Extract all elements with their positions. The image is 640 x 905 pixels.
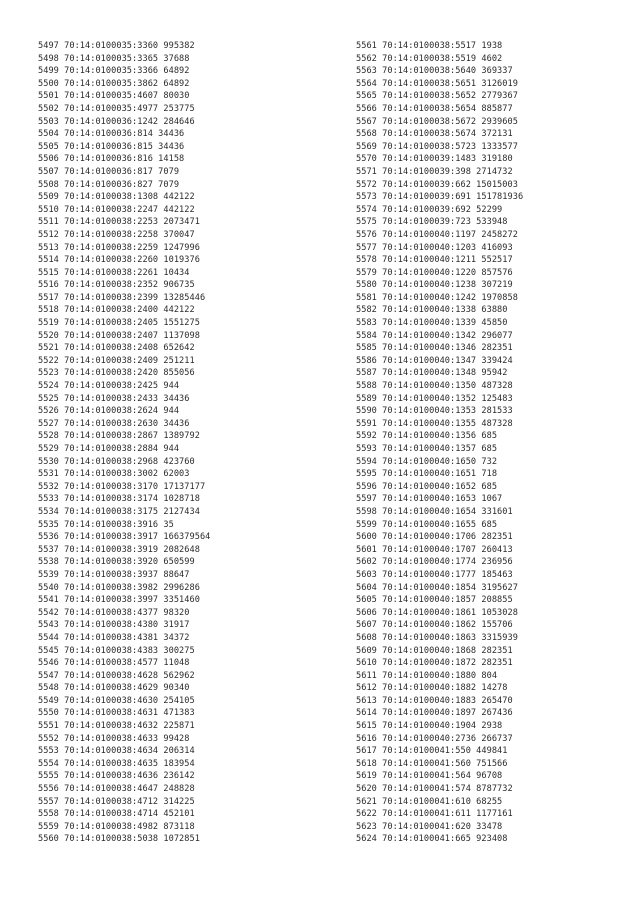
- record-line: 5557 70:14:0100038:4712 314225: [38, 796, 195, 807]
- record-line: 5527 70:14:0100038:2630 34436: [38, 418, 190, 429]
- left-column: [38, 40, 210, 846]
- record-line: 5540 70:14:0100038:3982 2996286: [38, 582, 200, 593]
- record-line: 5611 70:14:0100040:1880 804: [356, 670, 498, 681]
- record-line: 5585 70:14:0100040:1346 282351: [356, 343, 513, 354]
- record-line: 5576 70:14:0100040:1197 2458272: [356, 229, 518, 240]
- record-line: 5607 70:14:0100040:1862 155706: [356, 620, 513, 631]
- record-line: 5516 70:14:0100038:2352 906735: [38, 280, 195, 291]
- record-line: 5568 70:14:0100038:5674 372131: [356, 129, 513, 140]
- record-line: 5514 70:14:0100038:2260 1019376: [38, 255, 200, 266]
- record-line: 5541 70:14:0100038:3997 3351460: [38, 595, 200, 606]
- record-line: 5583 70:14:0100040:1339 45850: [356, 318, 508, 329]
- record-line: 5590 70:14:0100040:1353 281533: [356, 406, 513, 417]
- record-line: 5604 70:14:0100040:1854 3195627: [356, 582, 518, 593]
- record-line: 5560 70:14:0100038:5038 1072851: [38, 834, 200, 845]
- record-line: 5622 70:14:0100041:611 1177161: [356, 809, 513, 820]
- record-line: 5503 70:14:0100036:1242 284646: [38, 116, 195, 127]
- record-line: 5558 70:14:0100038:4714 452101: [38, 809, 195, 820]
- record-line: 5589 70:14:0100040:1352 125483: [356, 393, 513, 404]
- record-line: 5586 70:14:0100040:1347 339424: [356, 355, 513, 366]
- record-line: 5529 70:14:0100038:2884 944: [38, 444, 180, 454]
- record-line: 5597 70:14:0100040:1653 1067: [356, 494, 503, 505]
- record-line: 5592 70:14:0100040:1356 685: [356, 431, 498, 442]
- record-line: 5559 70:14:0100038:4982 873118: [38, 821, 195, 832]
- record-line: 5617 70:14:0100041:550 449841: [356, 746, 508, 757]
- record-line: 5555 70:14:0100038:4636 236142: [38, 771, 195, 782]
- record-line: 5523 70:14:0100038:2420 855056: [38, 368, 195, 379]
- record-line: 5612 70:14:0100040:1882 14278: [356, 683, 508, 694]
- record-line: 5581 70:14:0100040:1242 1970858: [356, 292, 518, 303]
- record-line: 5608 70:14:0100040:1863 3315939: [356, 632, 518, 643]
- record-line: 5615 70:14:0100040:1904 2938: [356, 721, 503, 732]
- record-line: 5498 70:14:0100035:3365 37688: [38, 53, 190, 64]
- record-line: 5550 70:14:0100038:4631 471383: [38, 708, 195, 719]
- record-line: 5534 70:14:0100038:3175 2127434: [38, 506, 200, 517]
- record-line: 5561 70:14:0100038:5517 1938: [356, 41, 503, 51]
- record-line: 5595 70:14:0100040:1651 718: [356, 469, 498, 480]
- record-line: 5500 70:14:0100035:3862 64892: [38, 78, 190, 89]
- record-line: 5603 70:14:0100040:1777 185463: [356, 569, 513, 580]
- record-line: 5530 70:14:0100038:2968 423760: [38, 456, 195, 467]
- record-line: 5501 70:14:0100035:4607 80030: [38, 91, 190, 102]
- record-line: 5531 70:14:0100038:3002 62003: [38, 469, 190, 480]
- record-line: 5552 70:14:0100038:4633 99428: [38, 733, 190, 744]
- record-line: 5601 70:14:0100040:1707 260413: [356, 544, 513, 555]
- record-line: 5533 70:14:0100038:3174 1028718: [38, 494, 200, 505]
- record-line: 5510 70:14:0100038:2247 442122: [38, 204, 195, 215]
- record-line: 5551 70:14:0100038:4632 225871: [38, 721, 195, 732]
- record-line: 5567 70:14:0100038:5672 2939605: [356, 116, 518, 127]
- record-line: 5582 70:14:0100040:1338 63880: [356, 305, 508, 316]
- record-line: 5511 70:14:0100038:2253 2073471: [38, 217, 200, 228]
- record-line: 5580 70:14:0100040:1238 307219: [356, 280, 513, 291]
- record-line: 5509 70:14:0100038:1308 442122: [38, 192, 195, 203]
- record-line: 5497 70:14:0100035:3360 995382: [38, 41, 195, 51]
- record-line: 5538 70:14:0100038:3920 650599: [38, 557, 195, 568]
- record-line: 5528 70:14:0100038:2867 1389792: [38, 431, 200, 442]
- record-line: 5508 70:14:0100036:827 7079: [38, 179, 180, 190]
- record-line: 5598 70:14:0100040:1654 331601: [356, 506, 513, 517]
- record-line: 5605 70:14:0100040:1857 208855: [356, 595, 513, 606]
- record-line: 5504 70:14:0100036:814 34436: [38, 129, 185, 140]
- record-line: 5507 70:14:0100036:817 7079: [38, 166, 180, 177]
- record-line: 5577 70:14:0100040:1203 416093: [356, 242, 513, 253]
- record-line: 5574 70:14:0100039:692 52299: [356, 204, 503, 215]
- record-line: 5562 70:14:0100038:5519 4602: [356, 53, 503, 64]
- record-line: 5542 70:14:0100038:4377 98320: [38, 607, 190, 618]
- record-line: 5618 70:14:0100041:560 751566: [356, 758, 508, 769]
- record-line: 5505 70:14:0100036:815 34436: [38, 141, 185, 152]
- record-line: 5591 70:14:0100040:1355 487328: [356, 418, 513, 429]
- record-line: 5545 70:14:0100038:4383 300275: [38, 645, 195, 656]
- record-line: 5575 70:14:0100039:723 533948: [356, 217, 508, 228]
- record-line: 5587 70:14:0100040:1348 95942: [356, 368, 508, 379]
- record-line: 5613 70:14:0100040:1883 265470: [356, 695, 513, 706]
- record-line: 5553 70:14:0100038:4634 206314: [38, 746, 195, 757]
- record-line: 5513 70:14:0100038:2259 1247996: [38, 242, 200, 253]
- record-line: 5532 70:14:0100038:3170 17137177: [38, 481, 206, 492]
- record-line: 5547 70:14:0100038:4628 562962: [38, 670, 195, 681]
- record-line: 5546 70:14:0100038:4577 11048: [38, 658, 190, 669]
- record-line: 5502 70:14:0100035:4977 253775: [38, 103, 195, 114]
- record-line: 5499 70:14:0100035:3366 64892: [38, 66, 190, 77]
- record-line: 5535 70:14:0100038:3916 35: [38, 519, 174, 530]
- record-line: 5596 70:14:0100040:1652 685: [356, 481, 498, 492]
- record-line: 5606 70:14:0100040:1861 1053028: [356, 607, 518, 618]
- record-line: 5506 70:14:0100036:816 14158: [38, 154, 185, 165]
- record-line: 5565 70:14:0100038:5652 2779367: [356, 91, 518, 102]
- record-line: 5543 70:14:0100038:4380 31917: [38, 620, 190, 631]
- record-line: 5537 70:14:0100038:3919 2082648: [38, 544, 200, 555]
- record-line: 5579 70:14:0100040:1220 857576: [356, 267, 513, 278]
- record-line: 5525 70:14:0100038:2433 34436: [38, 393, 190, 404]
- record-line: 5610 70:14:0100040:1872 282351: [356, 658, 513, 669]
- record-line: 5609 70:14:0100040:1868 282351: [356, 645, 513, 656]
- record-line: 5573 70:14:0100039:691 151781936: [356, 192, 524, 203]
- record-line: 5566 70:14:0100038:5654 885877: [356, 103, 513, 114]
- record-line: 5584 70:14:0100040:1342 296077: [356, 330, 513, 341]
- record-line: 5616 70:14:0100040:2736 266737: [356, 733, 513, 744]
- record-line: 5621 70:14:0100041:610 68255: [356, 796, 503, 807]
- record-line: 5578 70:14:0100040:1211 552517: [356, 255, 513, 266]
- record-line: 5522 70:14:0100038:2409 251211: [38, 355, 195, 366]
- record-line: 5556 70:14:0100038:4647 248828: [38, 784, 195, 795]
- record-line: 5570 70:14:0100039:1483 319180: [356, 154, 513, 165]
- record-line: 5588 70:14:0100040:1350 487328: [356, 381, 513, 392]
- record-line: 5600 70:14:0100040:1706 282351: [356, 532, 513, 543]
- record-line: 5548 70:14:0100038:4629 90340: [38, 683, 190, 694]
- record-line: 5524 70:14:0100038:2425 944: [38, 381, 180, 392]
- record-line: 5602 70:14:0100040:1774 236956: [356, 557, 513, 568]
- record-line: 5554 70:14:0100038:4635 183954: [38, 758, 195, 769]
- record-line: 5517 70:14:0100038:2399 13285446: [38, 292, 206, 303]
- record-line: 5624 70:14:0100041:665 923408: [356, 834, 508, 845]
- record-line: 5544 70:14:0100038:4381 34372: [38, 632, 190, 643]
- record-line: 5572 70:14:0100039:662 15015003: [356, 179, 518, 190]
- record-line: 5593 70:14:0100040:1357 685: [356, 444, 498, 454]
- record-line: 5526 70:14:0100038:2624 944: [38, 406, 180, 417]
- record-line: 5519 70:14:0100038:2405 1551275: [38, 318, 200, 329]
- record-line: 5571 70:14:0100039:398 2714732: [356, 166, 513, 177]
- record-line: 5515 70:14:0100038:2261 10434: [38, 267, 190, 278]
- record-line: 5614 70:14:0100040:1897 267436: [356, 708, 513, 719]
- record-line: 5549 70:14:0100038:4630 254105: [38, 695, 195, 706]
- record-line: 5539 70:14:0100038:3937 88647: [38, 569, 190, 580]
- record-line: 5599 70:14:0100040:1655 685: [356, 519, 498, 530]
- right-column: [356, 40, 523, 846]
- record-line: 5594 70:14:0100040:1650 732: [356, 456, 498, 467]
- record-line: 5520 70:14:0100038:2407 1137098: [38, 330, 200, 341]
- record-line: 5518 70:14:0100038:2400 442122: [38, 305, 195, 316]
- record-line: 5620 70:14:0100041:574 8787732: [356, 784, 513, 795]
- record-line: 5563 70:14:0100038:5640 369337: [356, 66, 513, 77]
- record-line: 5619 70:14:0100041:564 96708: [356, 771, 503, 782]
- record-line: 5521 70:14:0100038:2408 652642: [38, 343, 195, 354]
- record-line: 5564 70:14:0100038:5651 3126019: [356, 78, 518, 89]
- record-line: 5536 70:14:0100038:3917 166379564: [38, 532, 211, 543]
- record-line: 5623 70:14:0100041:620 33478: [356, 821, 503, 832]
- record-line: 5512 70:14:0100038:2258 370047: [38, 229, 195, 240]
- record-line: 5569 70:14:0100038:5723 1333577: [356, 141, 518, 152]
